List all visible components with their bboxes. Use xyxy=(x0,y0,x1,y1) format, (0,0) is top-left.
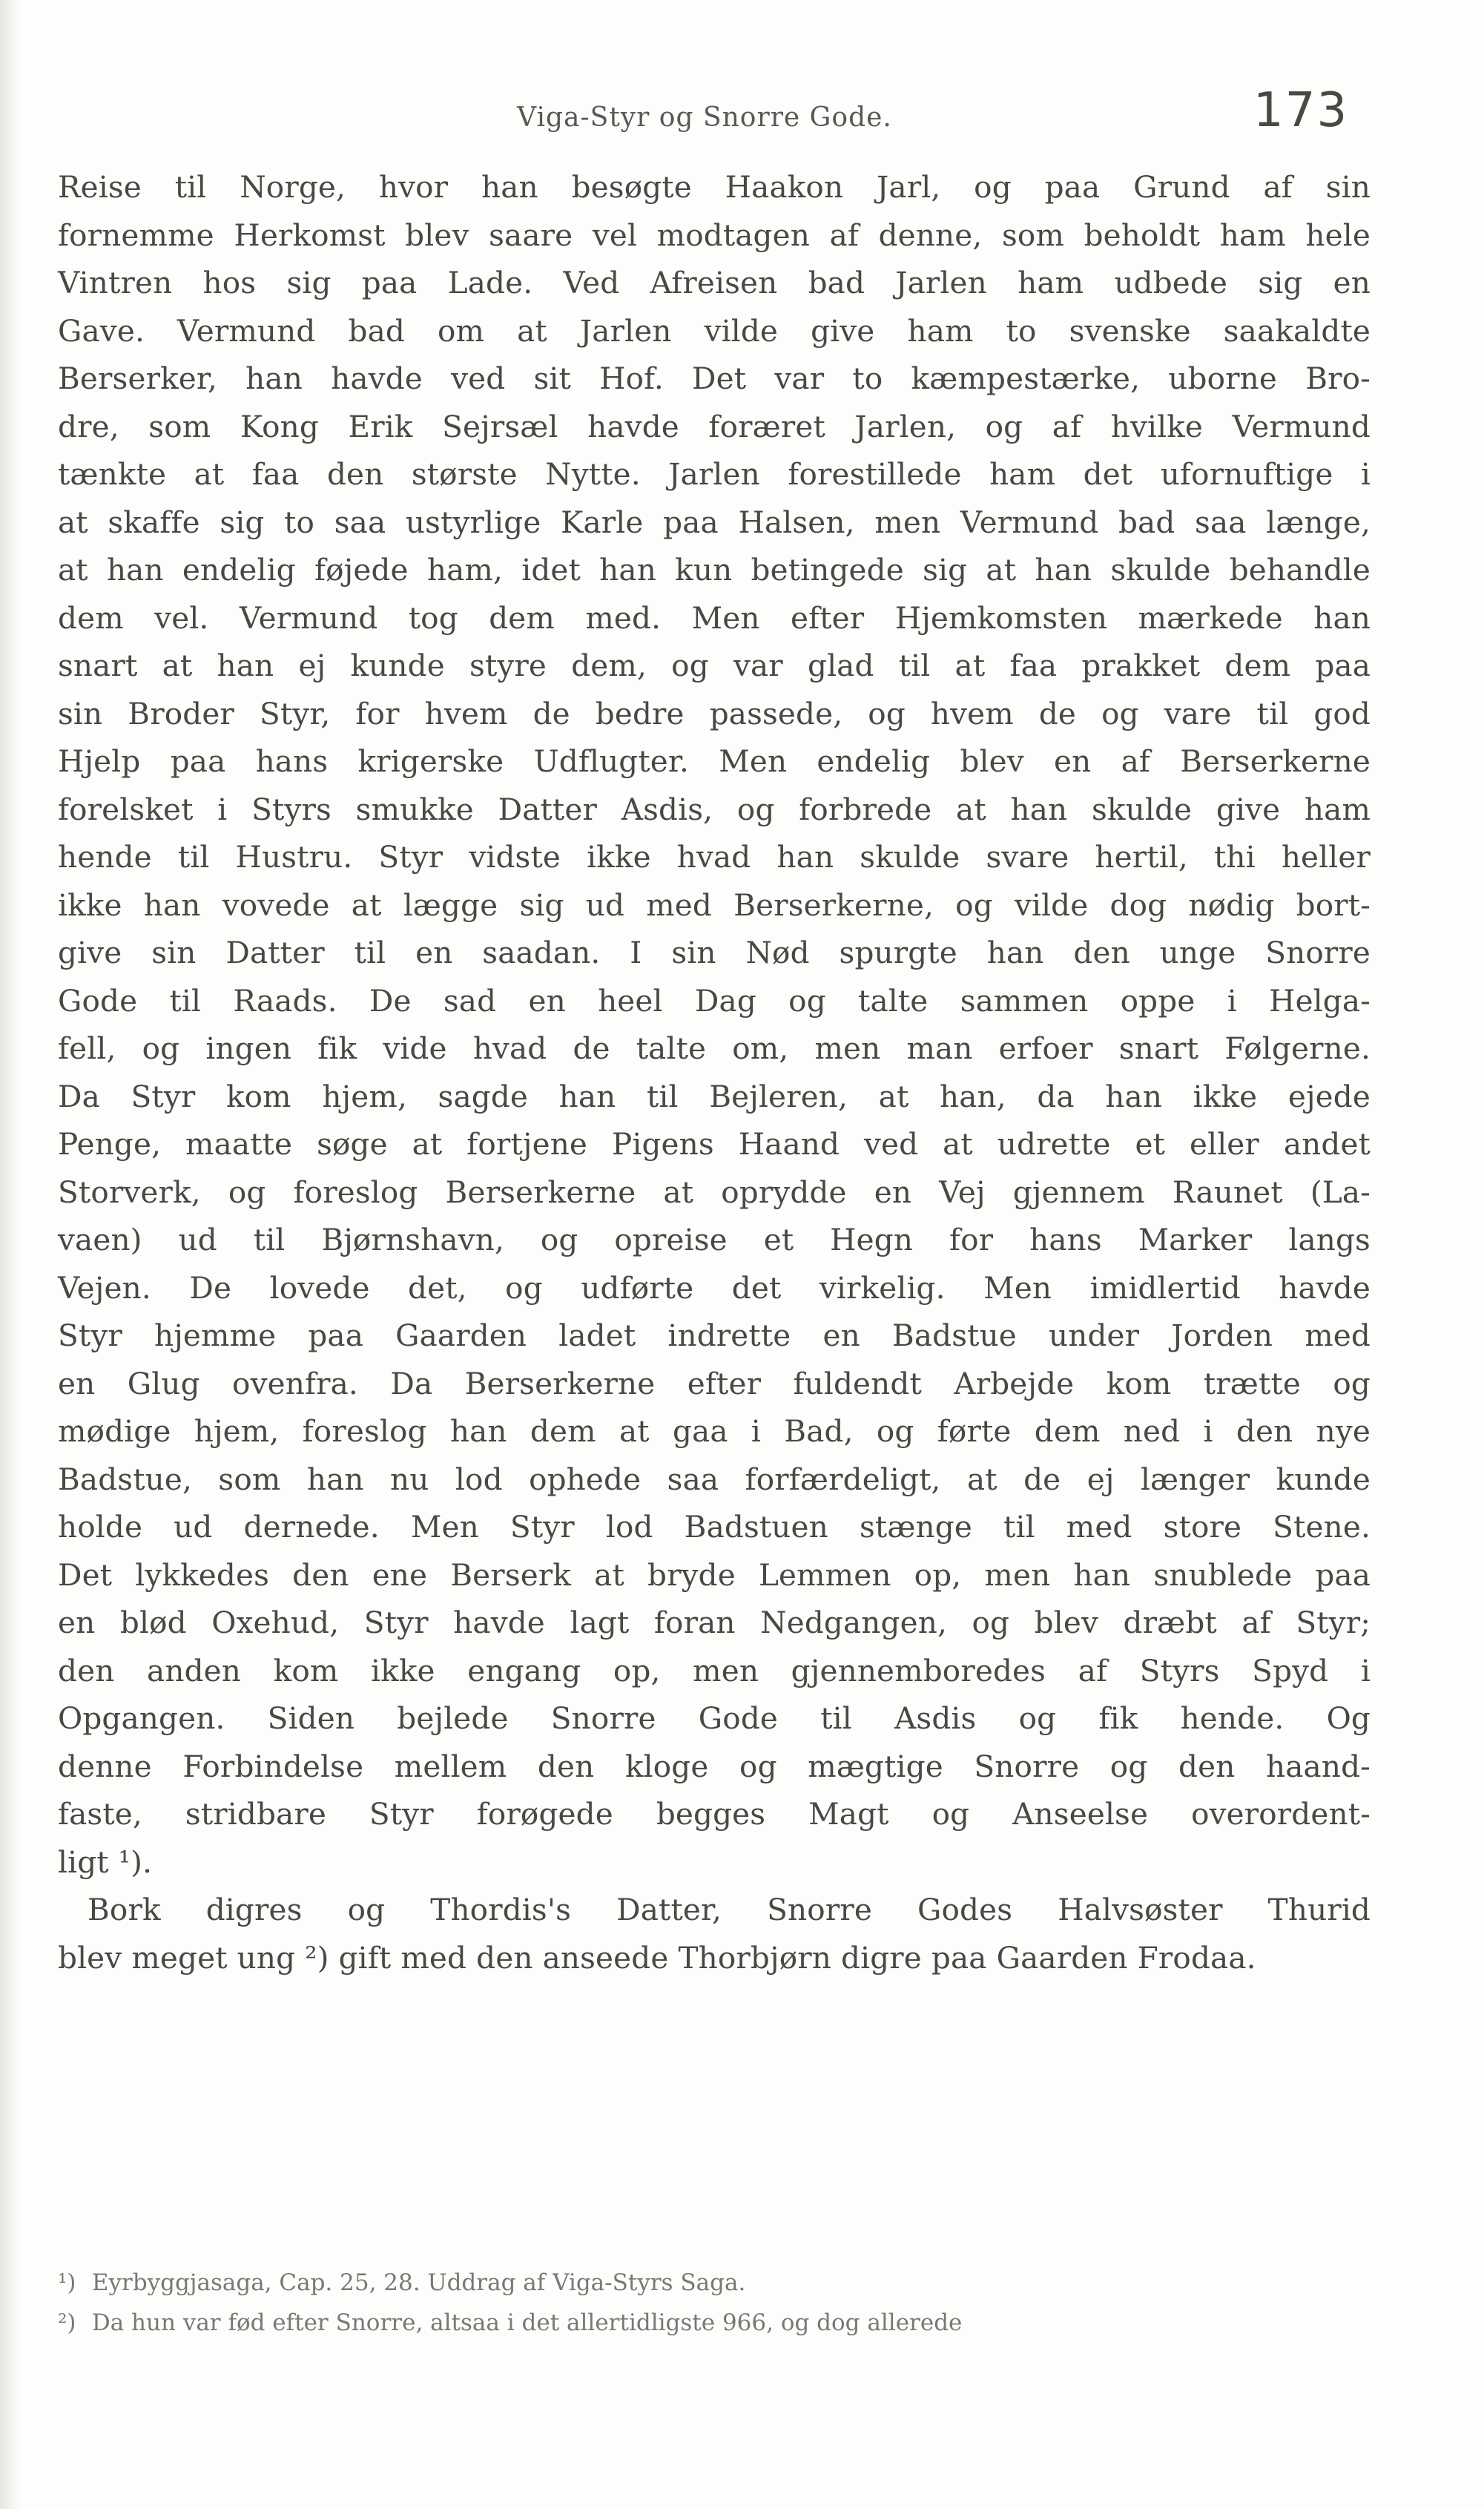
text-line: snart at han ej kunde styre dem, og var glad til at faa prakket dem paa xyxy=(58,648,1371,683)
text-line: faste, stridbare Styr forøgede begges Magt og Anseelse overordent- xyxy=(58,1796,1371,1832)
text-line: hende til Hustru. Styr vidste ikke hvad han skulde svare hertil, thi heller xyxy=(58,839,1371,875)
text-line: Det lykkedes den ene Berserk at bryde Lemmen op, men han snublede paa xyxy=(58,1556,1371,1593)
text-line: dem vel. Vermund tog dem med. Men efter Hjemkomsten mærkede han xyxy=(58,599,1371,636)
text-line: sin Broder Styr, for hvem de bedre passede, og hvem de og vare til god xyxy=(58,695,1371,731)
text-line: denne Forbindelse mellem den kloge og mægtige Snorre og den haand- xyxy=(58,1748,1371,1784)
text-line: Vejen. De lovede det, og udførte det virkelig. Men imidlertid havde xyxy=(58,1269,1371,1306)
page-header xyxy=(0,83,1484,165)
text-line: mødige hjem, foreslog han dem at gaa i Bad, og førte dem ned i den nye xyxy=(58,1413,1371,1449)
paragraph-end-line: ligt ¹). xyxy=(58,1844,153,1880)
text-line: give sin Datter til en saadan. I sin Nød spurgte han den unge Snorre xyxy=(58,935,1371,970)
footnote-text: Eyrbyggjasaga, Cap. 25, 28. Uddrag af Viga-Styrs Saga. xyxy=(91,2269,746,2296)
body-text xyxy=(58,163,1371,1982)
text-line: Opgangen. Siden bejlede Snorre Gode til Asdis og fik hende. Og xyxy=(58,1700,1371,1736)
paragraph-start-line: Bork digres og Thordis's Datter, Snorre Godes Halvsøster Thurid xyxy=(88,1892,1371,1927)
text-line: vaen) ud til Bjørnshavn, og opreise et Hegn for hans Marker langs xyxy=(58,1222,1371,1257)
footnote-mark: ¹) xyxy=(58,2269,76,2296)
text-line: Hjelp paa hans krigerske Udflugter. Men endelig blev en af Berserkerne xyxy=(58,743,1371,779)
page-gutter-shadow xyxy=(0,0,21,2509)
text-line: den anden kom ikke engang op, men gjennemboredes af Styrs Spyd i xyxy=(58,1652,1371,1688)
text-line: at han endelig føjede ham, idet han kun betingede sig at han skulde behandle xyxy=(58,552,1371,588)
text-line: en Glug ovenfra. Da Berserkerne efter fuldendt Arbejde kom trætte og xyxy=(58,1365,1371,1401)
text-line: Reise til Norge, hvor han besøgte Haakon Jarl, og paa Grund af sin xyxy=(58,169,1371,205)
text-line: Vintren hos sig paa Lade. Ved Afreisen bad Jarlen ham udbede sig en xyxy=(58,265,1371,300)
footnote xyxy=(58,2263,1371,2303)
text-line: fornemme Herkomst blev saare vel modtagen af denne, som beholdt ham hele xyxy=(58,217,1371,253)
text-line: Gode til Raads. De sad en heel Dag og talte sammen oppe i Helga- xyxy=(58,982,1371,1019)
text-line: holde ud dernede. Men Styr lod Badstuen stænge til med store Stene. xyxy=(58,1509,1371,1545)
text-line: dre, som Kong Erik Sejrsæl havde foræret Jarlen, og af hvilke Vermund xyxy=(58,408,1371,444)
text-line: Badstue, som han nu lod ophede saa forfærdeligt, at de ej længer kunde xyxy=(58,1461,1371,1497)
text-line: forelsket i Styrs smukke Datter Asdis, og forbrede at han skulde give ham xyxy=(58,791,1371,827)
text-line: Styr hjemme paa Gaarden ladet indrette en Badstue under Jorden med xyxy=(58,1318,1371,1353)
text-line: Berserker, han havde ved sit Hof. Det var to kæmpestærke, uborne Bro- xyxy=(58,361,1371,396)
footnotes xyxy=(58,2263,1371,2343)
text-line: fell, og ingen fik vide hvad de talte om, men man erfoer snart Følgerne. xyxy=(58,1030,1371,1066)
footnote-text: Da hun var fød efter Snorre, altsaa i det allertidligste 966, og dog allerede xyxy=(91,2309,963,2336)
footnote xyxy=(58,2303,1371,2343)
text-line: ikke han vovede at lægge sig ud med Berserkerne, og vilde dog nødig bort- xyxy=(58,887,1371,923)
running-head: Viga-Styr og Snorre Gode. xyxy=(517,102,892,133)
text-line: Storverk, og foreslog Berserkerne at oprydde en Vej gjennem Raunet (La- xyxy=(58,1174,1371,1210)
text-line: Da Styr kom hjem, sagde han til Bejleren, at han, da han ikke ejede xyxy=(58,1078,1371,1114)
text-line: tænkte at faa den største Nytte. Jarlen forestillede ham det ufornuftige i xyxy=(58,456,1371,492)
text-line: Penge, maatte søge at fortjene Pigens Haand ved at udrette et eller andet xyxy=(58,1126,1371,1162)
text-line: en blød Oxehud, Styr havde lagt foran Nedgangen, og blev dræbt af Styr; xyxy=(58,1605,1371,1640)
page-number: 173 xyxy=(1253,83,1349,138)
text-line: blev meget ung ²) gift med den anseede Thorbjørn digre paa Gaarden Frodaa. xyxy=(58,1939,1256,1976)
text-line: Gave. Vermund bad om at Jarlen vilde give ham to svenske saakaldte xyxy=(58,312,1371,349)
footnote-mark: ²) xyxy=(58,2309,76,2336)
text-line: at skaffe sig to saa ustyrlige Karle paa Halsen, men Vermund bad saa længe, xyxy=(58,504,1371,540)
